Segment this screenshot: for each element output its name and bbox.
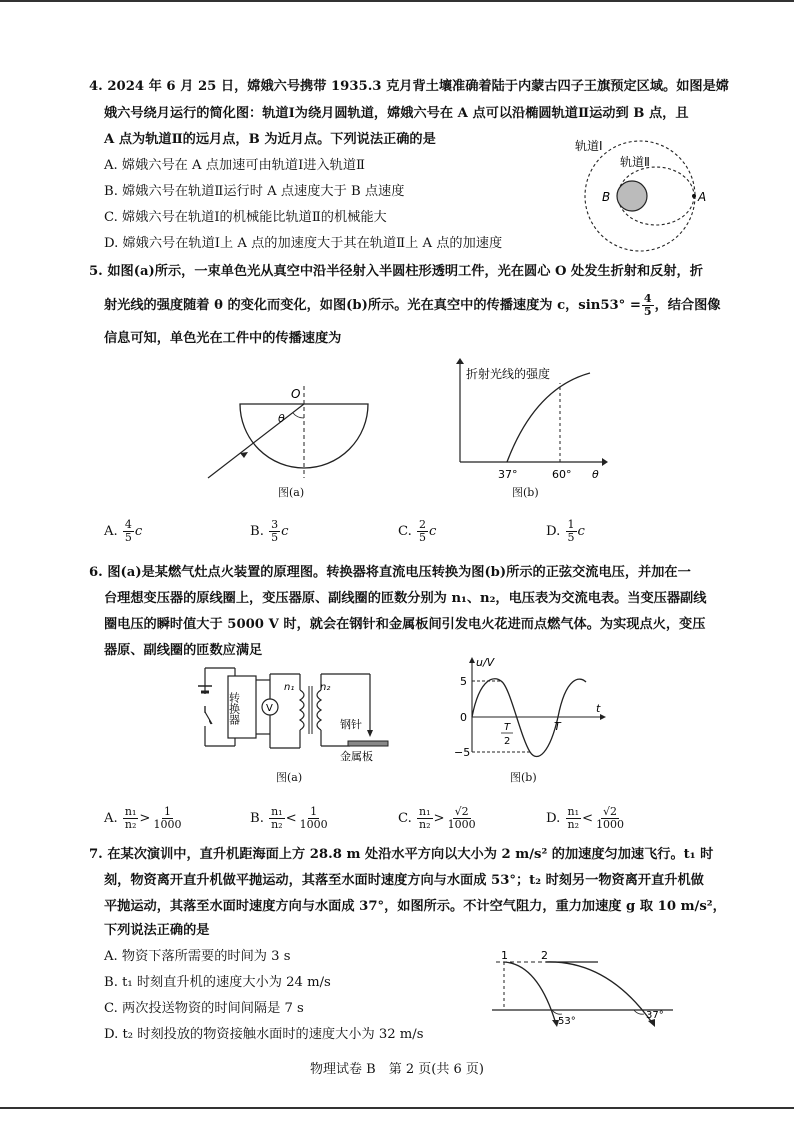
q4-point-b-label: B xyxy=(602,190,611,204)
q6-fig-b-ylabel: u/V xyxy=(476,656,495,669)
q6-figure-a xyxy=(190,660,390,770)
q6-option-d-ratio-num: n₁ xyxy=(567,805,579,818)
q5-fig-b-ylabel: 折射光线的强度 xyxy=(466,367,551,381)
q6-option-d-ratio xyxy=(566,806,582,831)
q6-option-a-rhs-num: 1 xyxy=(163,805,171,818)
q6-fig-b-halfT-den: 2 xyxy=(504,736,511,747)
q5-option-a-num: 4 xyxy=(124,518,132,531)
q6-fig-b-y-pos: 5 xyxy=(460,675,467,688)
q5-option-c xyxy=(398,519,436,544)
q5-option-d-frac xyxy=(566,519,577,544)
q5-line-2 xyxy=(104,293,721,318)
q5-sin-num: 4 xyxy=(643,292,652,305)
q5-option-b xyxy=(250,519,288,544)
q6-option-a-ratio xyxy=(123,806,139,831)
q7-angle-53: 53° xyxy=(558,1016,576,1027)
top-border xyxy=(0,0,794,2)
q6-needle-label: 钢针 xyxy=(340,718,362,731)
q6-option-b-rhs-num: 1 xyxy=(310,805,318,818)
q4-orbit-figure xyxy=(565,128,715,258)
q6-option-c-rhs xyxy=(446,806,478,831)
q6-option-a xyxy=(104,806,184,831)
q4-option-d: D. 嫦娥六号在轨道Ⅰ上 A 点的加速度大于其在轨道Ⅱ上 A 点的加速度 xyxy=(104,236,503,251)
q6-option-d-rhs xyxy=(594,806,626,831)
q4-option-a: A. 嫦娥六号在 A 点加速可由轨道Ⅰ进入轨道Ⅱ xyxy=(104,158,365,173)
q5-option-d-den: 5 xyxy=(567,531,575,544)
q5-fig-b-tick-60: 60° xyxy=(552,468,572,481)
q6-option-c-rhs-num: √2 xyxy=(454,805,469,818)
q7-option-d: D. t₂ 时刻投放的物资接触水面时的速度大小为 32 m/s xyxy=(104,1027,424,1042)
q4-line-1: 4. 2024 年 6 月 25 日，嫦娥六号携带 1935.3 克月背土壤准确着陆于内蒙古四子王旗预定区域。如图是嫦 xyxy=(89,79,729,94)
q5-option-c-den: 5 xyxy=(419,531,427,544)
q6-plate-label: 金属板 xyxy=(340,750,373,763)
q6-fig-b-caption: 图(b) xyxy=(510,771,537,784)
q6-option-d-rhs-num: √2 xyxy=(603,805,618,818)
q6-fig-b-t: t xyxy=(596,702,601,715)
q4-orbit2-label: 轨道Ⅱ xyxy=(620,155,650,169)
q4-line-3: A 点为轨道Ⅱ的远月点，B 为近月点。下列说法正确的是 xyxy=(104,132,436,147)
q5-option-d-suffix: c xyxy=(577,524,585,539)
q6-option-a-rhs xyxy=(151,806,183,831)
q6-option-c-ratio-num: n₁ xyxy=(419,805,431,818)
q5-fig-a-caption: 图(a) xyxy=(278,486,305,499)
q6-line-3: 圈电压的瞬时值大于 5000 V 时，就会在钢针和金属板间引发电火花进而点燃气体。为实现点火，变压 xyxy=(104,617,706,632)
q5-option-b-suffix: c xyxy=(281,524,289,539)
q5-option-c-suffix: c xyxy=(429,524,437,539)
q6-option-c-ratio xyxy=(417,806,433,831)
q6-n2-label: n₂ xyxy=(320,682,331,693)
q7-line-4: 下列说法正确的是 xyxy=(104,923,210,938)
q6-option-d-ratio-den: n₂ xyxy=(567,818,579,831)
q5-line-2-post: ，结合图像 xyxy=(654,298,721,313)
q6-line-2: 台理想变压器的原线圈上，变压器原、副线圈的匝数分别为 n₁、n₂，电压表为交流电表。当变压器副线 xyxy=(104,591,707,606)
q6-option-d-cmp: < xyxy=(582,811,594,826)
q6-line-1: 6. 图(a)是某燃气灶点火装置的原理图。转换器将直流电压转换为图(b)所示的正弦交流电压，并加在一 xyxy=(89,565,691,580)
q6-option-a-rhs-den: 1000 xyxy=(153,818,182,831)
q6-option-b-rhs xyxy=(298,806,330,831)
q5-option-b-den: 5 xyxy=(271,531,279,544)
q6-fig-b-y-zero: 0 xyxy=(460,711,467,724)
q5-option-a xyxy=(104,519,142,544)
q7-option-c: C. 两次投送物资的时间间隔是 7 s xyxy=(104,1001,304,1016)
q5-fig-b-xlabel: θ xyxy=(592,468,599,481)
q6-n1-label: n₁ xyxy=(284,682,295,693)
q6-option-b-rhs-den: 1000 xyxy=(299,818,328,831)
q5-option-b-frac xyxy=(269,519,280,544)
q5-option-a-letter: A. xyxy=(104,524,118,539)
q5-label-o: O xyxy=(291,387,301,401)
q6-fig-a-caption: 图(a) xyxy=(276,771,303,784)
q7-option-b: B. t₁ 时刻直升机的速度大小为 24 m/s xyxy=(104,975,331,990)
page-footer: 物理试卷 B 第 2 页(共 6 页) xyxy=(310,1062,484,1077)
q5-line-2-pre: 射光线的强度随着 θ 的变化而变化，如图(b)所示。光在真空中的传播速度为 c，sin53° = xyxy=(104,298,641,313)
q7-label-2: 2 xyxy=(541,949,548,962)
q7-option-a: A. 物资下落所需要的时间为 3 s xyxy=(104,949,291,964)
q6-fig-b-T: T xyxy=(554,720,561,733)
q4-point-a-label: A xyxy=(698,190,707,204)
q6-option-b-ratio-den: n₂ xyxy=(271,818,283,831)
q5-option-c-num: 2 xyxy=(419,518,427,531)
q6-option-d-rhs-den: 1000 xyxy=(596,818,625,831)
q6-option-c-letter: C. xyxy=(398,811,412,826)
q6-option-b-ratio xyxy=(269,806,285,831)
q5-label-theta: θ xyxy=(278,412,285,425)
q6-line-4: 器原、副线圈的匝数应满足 xyxy=(104,643,263,658)
q6-fig-b-y-neg: −5 xyxy=(454,746,471,759)
bottom-border xyxy=(0,1107,794,1109)
q5-option-d-letter: D. xyxy=(546,524,561,539)
q7-label-1: 1 xyxy=(501,949,508,962)
q6-option-b-cmp: < xyxy=(285,811,297,826)
q5-option-a-suffix: c xyxy=(134,524,143,539)
q6-option-c xyxy=(398,806,479,831)
q4-option-c: C. 嫦娥六号在轨道Ⅰ的机械能比轨道Ⅱ的机械能大 xyxy=(104,210,387,225)
q6-converter-label: 转换器 xyxy=(227,692,241,725)
q5-option-b-num: 3 xyxy=(271,518,279,531)
q5-figure-a xyxy=(200,378,390,498)
q5-option-c-frac xyxy=(417,519,428,544)
q6-option-b-ratio-num: n₁ xyxy=(271,805,283,818)
q6-option-c-rhs-den: 1000 xyxy=(447,818,476,831)
q6-option-b-letter: B. xyxy=(250,811,264,826)
q5-option-c-letter: C. xyxy=(398,524,412,539)
q6-option-a-ratio-den: n₂ xyxy=(124,818,137,831)
q7-line-1: 7. 在某次演训中，直升机距海面上方 28.8 m 处沿水平方向以大小为 2 m/s² 的加速度匀加速飞行。t₁ 时 xyxy=(89,847,714,862)
q7-line-3: 平抛运动，其落至水面时速度方向与水面成 37°，如图所示。不计空气阻力，重力加速度 g 取 10 m/s²， xyxy=(104,899,726,914)
q5-option-d xyxy=(546,519,585,544)
q5-fig-b-tick-37: 37° xyxy=(498,468,518,481)
q5-line-3: 信息可知，单色光在工件中的传播速度为 xyxy=(104,331,342,346)
q4-line-2: 娥六号绕月运行的简化图：轨道Ⅰ为绕月圆轨道，嫦娥六号在 A 点可以沿椭圆轨道Ⅱ运动到 B 点，且 xyxy=(104,106,689,121)
q7-line-2: 刻，物资离开直升机做平抛运动，其落至水面时速度方向与水面成 53°；t₂ 时刻另一物资离开直升机做 xyxy=(104,873,704,888)
q4-option-b: B. 嫦娥六号在轨道Ⅱ运行时 A 点速度大于 B 点速度 xyxy=(104,184,405,199)
q5-option-a-frac xyxy=(123,519,134,544)
q6-option-a-ratio-num: n₁ xyxy=(124,805,137,818)
q5-figure-b xyxy=(450,358,610,488)
q6-voltmeter-label: V xyxy=(266,703,273,714)
q5-option-b-letter: B. xyxy=(250,524,264,539)
q6-figure-b xyxy=(440,656,610,766)
q6-option-b xyxy=(250,806,331,831)
q6-option-c-cmp: > xyxy=(433,811,445,826)
q6-option-a-cmp: > xyxy=(139,811,151,826)
q6-option-d-letter: D. xyxy=(546,811,561,826)
q7-figure xyxy=(488,948,678,1030)
q5-option-a-den: 5 xyxy=(124,531,132,544)
q5-sin-den: 5 xyxy=(643,305,652,318)
q6-option-a-letter: A. xyxy=(104,811,118,826)
q6-option-c-ratio-den: n₂ xyxy=(419,818,431,831)
q5-line-1: 5. 如图(a)所示，一束单色光从真空中沿半径射入半圆柱形透明工件，光在圆心 O 处发生折射和反射，折 xyxy=(89,264,703,279)
q5-sin-fraction xyxy=(642,293,654,318)
q4-orbit1-label: 轨道Ⅰ xyxy=(575,139,603,153)
q6-fig-b-halfT-num: T xyxy=(504,722,511,733)
q6-option-d xyxy=(546,806,627,831)
q7-angle-37: 37° xyxy=(646,1010,664,1021)
q5-option-d-num: 1 xyxy=(567,518,575,531)
q5-fig-b-caption: 图(b) xyxy=(512,486,539,499)
